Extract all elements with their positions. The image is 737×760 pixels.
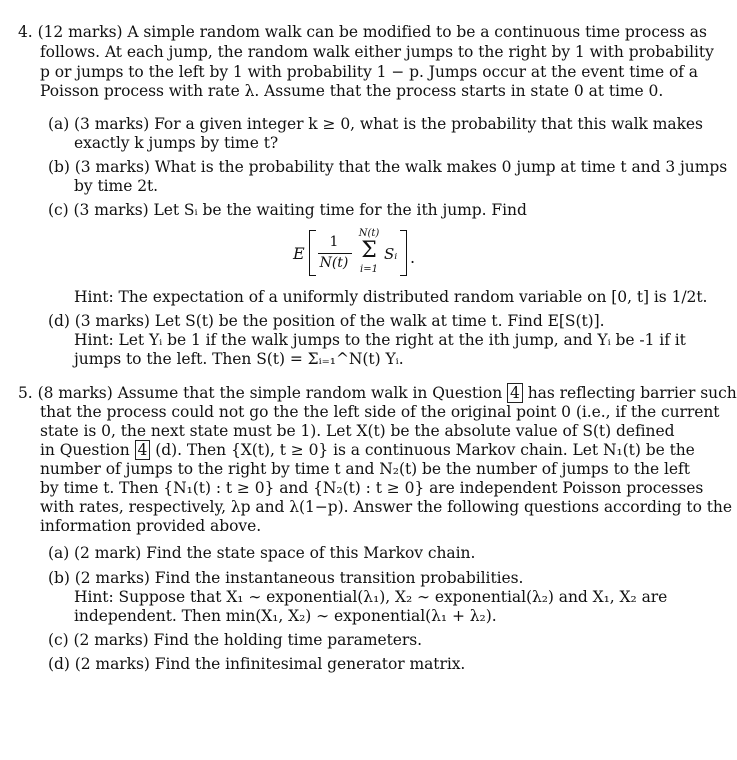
formula-numerator: 1 xyxy=(329,234,339,250)
q5-line-5: number of jumps to the right by time t and N₂(t) be the number of jumps to the left xyxy=(40,460,690,478)
sum-lower-limit: i=1 xyxy=(360,264,378,275)
q4a-line-2: exactly k jumps by time t? xyxy=(74,134,279,152)
formula-term: Sᵢ xyxy=(384,245,398,263)
q5-line-7: with rates, respectively, λp and λ(1−p). Answer the following questions according to the xyxy=(40,498,732,516)
question-ref-link[interactable]: 4 xyxy=(507,383,523,403)
q5-line-1-text: 5. (8 marks) Assume that the simple random walk in Question xyxy=(18,384,508,402)
q5-line-1-text-end: has reflecting barrier such xyxy=(522,384,737,402)
q5-line-2: that the process could not go the the left side of the original point 0 (i.e., if the current xyxy=(40,403,720,421)
q5-line-4-text: in Question xyxy=(40,441,135,459)
right-bracket xyxy=(400,230,407,276)
fraction-bar xyxy=(318,253,352,254)
sum-sigma: Σ xyxy=(361,238,377,263)
q5-line-6: by time t. Then {N₁(t) : t ≥ 0} and {N₂(t) : t ≥ 0} are independent Poisson processes xyxy=(40,479,704,497)
q4d-line-1: (d) (3 marks) Let S(t) be the position of the walk at time t. Find E[S(t)]. xyxy=(48,312,605,330)
formula-period: . xyxy=(410,248,416,267)
q4a-line-1: (a) (3 marks) For a given integer k ≥ 0, what is the probability that this walk makes xyxy=(48,115,703,133)
q5-line-1 xyxy=(18,383,737,403)
q5b-hint-2: independent. Then min(X₁, X₂) ∼ exponential(λ₁ + λ₂). xyxy=(74,607,497,625)
formula-e: E xyxy=(293,244,305,263)
q5c: (c) (2 marks) Find the holding time parameters. xyxy=(48,631,423,649)
q4-line-2: follows. At each jump, the random walk either jumps to the right by 1 with probability xyxy=(40,43,714,61)
q5b-hint-1: Hint: Suppose that X₁ ∼ exponential(λ₁), X₂ ∼ exponential(λ₂) and X₁, X₂ are xyxy=(74,588,668,606)
q4-line-3: p or jumps to the left by 1 with probability 1 − p. Jumps occur at the event time of a xyxy=(40,63,698,81)
sum-upper-limit: N(t) xyxy=(358,228,380,239)
q5-line-4 xyxy=(40,440,695,460)
q5-line-8: information provided above. xyxy=(40,517,262,535)
q5-line-4-text-end: (d). Then {X(t), t ≥ 0} is a continuous Markov chain. Let N₁(t) be the xyxy=(150,441,695,459)
question-ref-link[interactable]: 4 xyxy=(135,440,151,460)
q4b-line-1: (b) (3 marks) What is the probability that the walk makes 0 jump at time t and 3 jumps xyxy=(48,158,728,176)
q5-line-3: state is 0, the next state must be 1). Let X(t) be the absolute value of S(t) defined xyxy=(40,422,675,440)
q5a: (a) (2 mark) Find the state space of this Markov chain. xyxy=(48,544,476,562)
q4-line-1: 4. (12 marks) A simple random walk can be modified to be a continuous time process as xyxy=(18,23,707,41)
formula-denominator: N(t) xyxy=(319,255,349,271)
q5d: (d) (2 marks) Find the infinitesimal generator matrix. xyxy=(48,655,466,673)
q4c-line-1: (c) (3 marks) Let Sᵢ be the waiting time for the ith jump. Find xyxy=(48,201,527,219)
q5b-line-1: (b) (2 marks) Find the instantaneous transition probabilities. xyxy=(48,569,524,587)
q4d-line-3: jumps to the left. Then S(t) = Σᵢ₌₁^N(t) Yᵢ. xyxy=(74,350,404,368)
q4b-line-2: by time 2t. xyxy=(74,177,159,195)
q4-line-4: Poisson process with rate λ. Assume that the process starts in state 0 at time 0. xyxy=(40,82,664,100)
q4c-hint: Hint: The expectation of a uniformly distributed random variable on [0, t] is 1/2t. xyxy=(74,288,708,306)
q4d-line-2: Hint: Let Yᵢ be 1 if the walk jumps to the right at the ith jump, and Yᵢ be -1 if it xyxy=(74,331,686,349)
